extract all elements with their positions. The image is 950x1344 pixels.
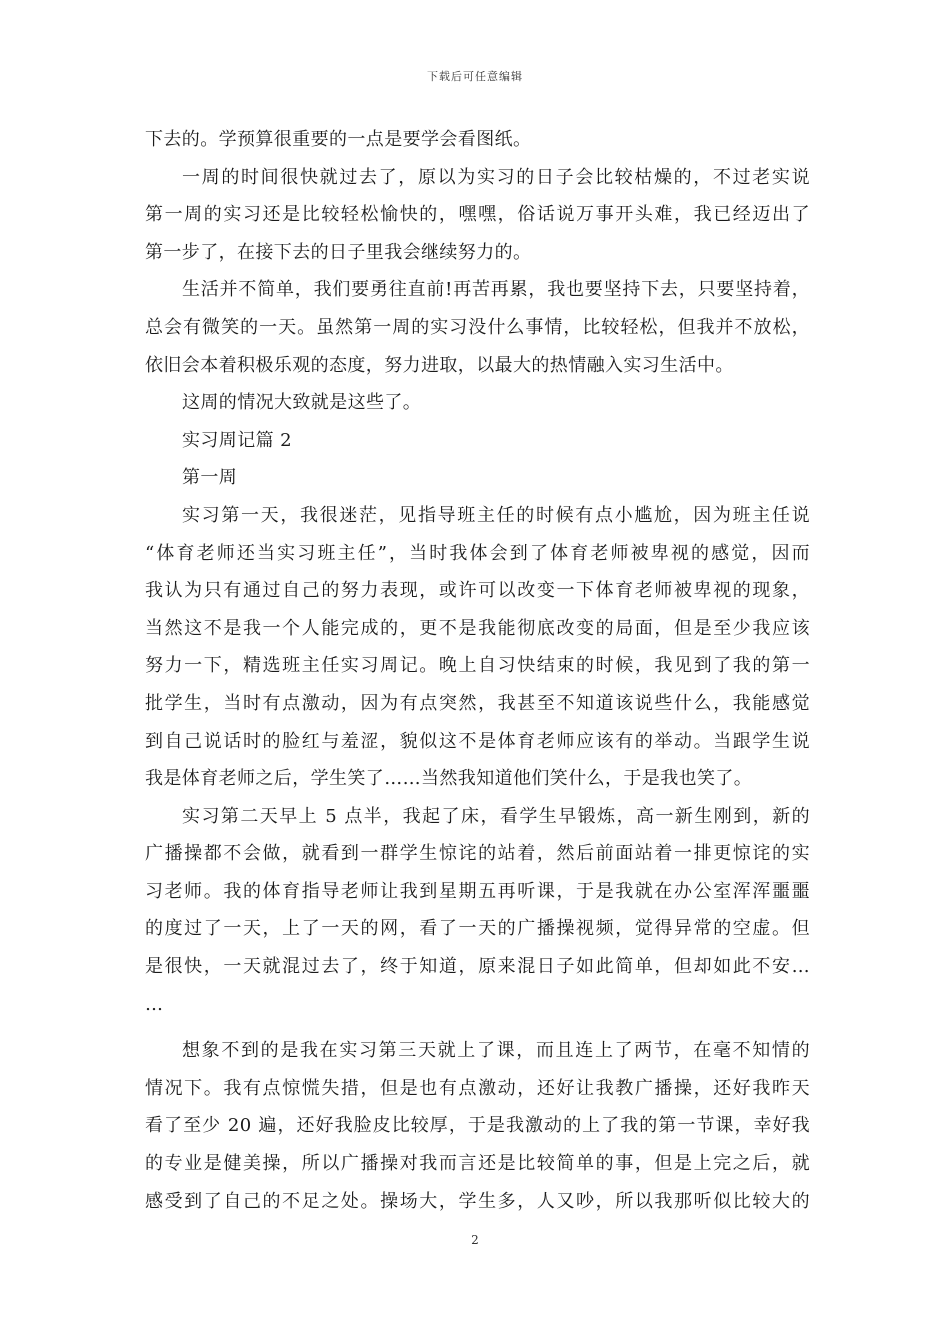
text-line: 这周的情况大致就是这些了。 bbox=[182, 392, 422, 414]
text-line: 实习周记篇 2 bbox=[182, 429, 292, 451]
paragraph-gap bbox=[145, 1023, 810, 1032]
text-line: 我是体育老师之后，学生笑了……当然我知道他们笑什么，于是我也笑了。 bbox=[145, 768, 753, 790]
text-line: 广播操都不会做，就看到一群学生惊诧的站着，然后前面站着一排更惊诧的实 bbox=[145, 843, 810, 865]
text-line: “体育老师还当实习班主任”，当时我体会到了体育老师被卑视的感觉，因而 bbox=[145, 542, 810, 564]
text-line: 第一步了，在接下去的日子里我会继续努力的。 bbox=[145, 241, 532, 263]
text-line: 到自己说话时的脸红与羞涩，貌似这不是体育老师应该有的举动。当跟学生说 bbox=[145, 730, 810, 752]
text-line: 实习第二天早上 5 点半，我起了床，看学生早锻炼，高一新生刚到，新的 bbox=[182, 805, 810, 827]
text-line: 我认为只有通过自己的努力表现，或许可以改变一下体育老师被卑视的现象， bbox=[145, 580, 810, 602]
text-line: 情况下。我有点惊慌失措，但是也有点激动，还好让我教广播操，还好我昨天 bbox=[145, 1077, 810, 1099]
text-line: 感受到了自己的不足之处。操场大，学生多，人又吵，所以我那听似比较大的 bbox=[145, 1190, 810, 1212]
text-line: 习老师。我的体育指导老师让我到星期五再听课，于是我就在办公室浑浑噩噩 bbox=[145, 880, 810, 902]
page-number: 2 bbox=[471, 1233, 479, 1247]
text-line: 生活并不简单，我们要勇往直前!再苦再累，我也要坚持下去，只要坚持着， bbox=[182, 279, 810, 301]
text-line: 一周的时间很快就过去了，原以为实习的日子会比较枯燥的，不过老实说 bbox=[182, 166, 810, 188]
text-line: 的度过了一天，上了一天的网，看了一天的广播操视频，觉得异常的空虚。但 bbox=[145, 918, 810, 940]
page-header: 下载后可任意编辑 bbox=[427, 70, 523, 83]
text-line: 总会有微笑的一天。虽然第一周的实习没什么事情，比较轻松，但我并不放松， bbox=[145, 316, 810, 338]
text-line: 是很快，一天就混过去了，终于知道，原来混日子如此简单，但却如此不安… bbox=[145, 956, 810, 978]
document-body bbox=[145, 121, 810, 1220]
text-line: 依旧会本着积极乐观的态度，努力进取，以最大的热情融入实习生活中。 bbox=[145, 354, 734, 376]
text-line: 努力一下，精选班主任实习周记。晚上自习快结束的时候，我见到了我的第一 bbox=[145, 655, 810, 677]
text-line: 实习第一天，我很迷茫，见指导班主任的时候有点小尴尬，因为班主任说 bbox=[182, 504, 810, 526]
text-line: 批学生，当时有点激动，因为有点突然，我甚至不知道该说些什么，我能感觉 bbox=[145, 692, 810, 714]
text-line: 第一周 bbox=[182, 467, 238, 489]
text-line: 想象不到的是我在实习第三天就上了课，而且连上了两节，在毫不知情的 bbox=[182, 1040, 810, 1062]
text-line: 下去的。学预算很重要的一点是要学会看图纸。 bbox=[145, 129, 532, 150]
text-line: 看了至少 20 遍，还好我脸皮比较厚，于是我激动的上了我的第一节课，幸好我 bbox=[145, 1115, 810, 1137]
text-line: 当然这不是我一个人能完成的，更不是我能彻底改变的局面，但是至少我应该 bbox=[145, 617, 810, 639]
text-line: … bbox=[145, 993, 164, 1015]
text-line: 的专业是健美操，所以广播操对我而言还是比较简单的事，但是上完之后，就 bbox=[145, 1153, 810, 1175]
text-line: 第一周的实习还是比较轻松愉快的，嘿嘿，俗话说万事开头难，我已经迈出了 bbox=[145, 204, 810, 226]
